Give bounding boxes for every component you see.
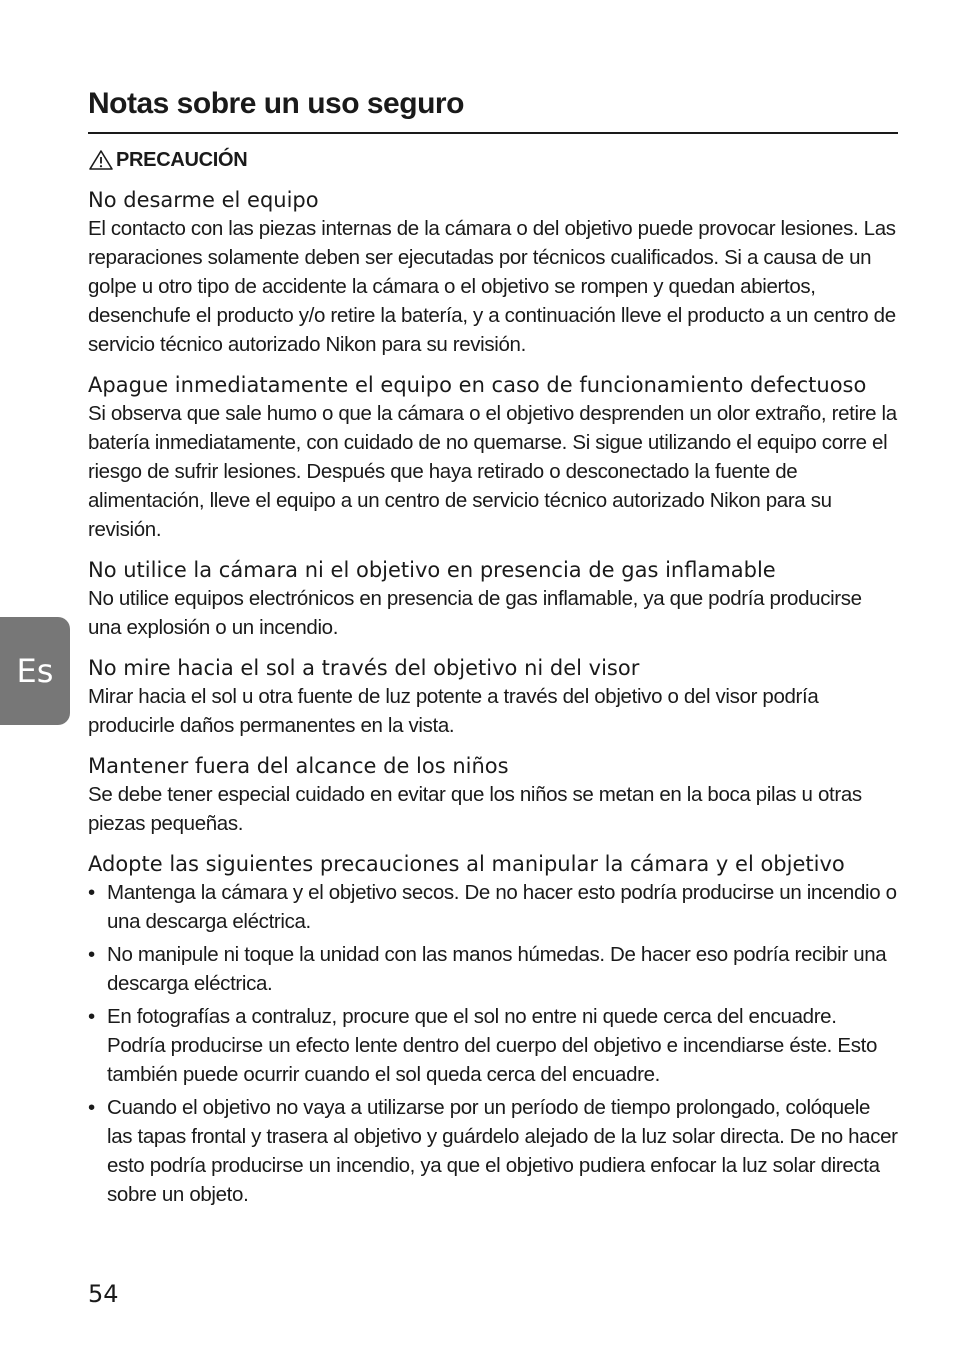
section-no-mire-sol: [88, 656, 898, 740]
caution-heading: [88, 146, 898, 174]
section-title: Apague inmediatamente el equipo en caso de funcionamiento defectuoso: [88, 373, 867, 397]
list-item-text: No manipule ni toque la unidad con las manos húmedas. De hacer eso podría recibir una descarga eléctrica.: [107, 943, 887, 995]
list-item: [88, 878, 898, 936]
list-item: [88, 1093, 898, 1209]
warning-triangle-icon: [88, 149, 114, 171]
bullet-marker: •: [88, 1096, 95, 1119]
page-number: 54: [88, 1280, 119, 1308]
section-body: No utilice equipos electrónicos en presencia de gas inflamable, ya que podría producirse una explosión o un incendio.: [88, 587, 862, 639]
section-ninos: [88, 754, 898, 838]
list-item: [88, 1002, 898, 1089]
list-item-text: En fotografías a contraluz, procure que el sol no entre ni quede cerca del encuadre. Podría producirse un efecto lente dentro del cuerpo del objetivo e incendiarse éste. Esto también puede ocurrir cuando el sol queda cerca del encuadre.: [107, 1005, 877, 1086]
section-title: No mire hacia el sol a través del objetivo ni del visor: [88, 656, 640, 680]
section-title: Adopte las siguientes precauciones al manipular la cámara y el objetivo: [88, 852, 845, 876]
section-apague: [88, 373, 898, 544]
section-body: Se debe tener especial cuidado en evitar que los niños se metan en la boca pilas u otras piezas pequeñas.: [88, 783, 862, 835]
bullet-marker: •: [88, 1005, 95, 1028]
section-no-desarme: [88, 188, 898, 359]
section-body: Mirar hacia el sol u otra fuente de luz potente a través del objetivo o del visor podría producirle daños permanentes en la vista.: [88, 685, 819, 737]
caution-label: PRECAUCIÓN: [116, 148, 248, 171]
list-item-text: Mantenga la cámara y el objetivo secos. De no hacer esto podría producirse un incendio o una descarga eléctrica.: [107, 881, 897, 933]
bullet-marker: •: [88, 943, 95, 966]
section-title: Mantener fuera del alcance de los niños: [88, 754, 509, 778]
section-precauciones-manipular: [88, 852, 898, 1209]
page-title: Notas sobre un uso seguro: [88, 80, 898, 134]
section-body: El contacto con las piezas internas de la cámara o del objetivo puede provocar lesiones. Las reparaciones solamente deben ser ejecutadas por técnicos cualificados. Si a causa de un golpe u otro tipo de accidente la cámara o el objetivo se rompen y quedan abiertos, desenchufe el producto y/o retire la batería, y a continuación lleve el producto a un centro de servicio técnico autorizado Nikon para su revisión.: [88, 217, 896, 356]
section-body: Si observa que sale humo o que la cámara o el objetivo desprenden un olor extraño, retire la batería inmediatamente, con cuidado de no quemarse. Si sigue utilizando el equipo corre el riesgo de sufrir lesiones. Después que haya retirado o desconectado la fuente de alimentación, lleve el equipo a un centro de servicio técnico autorizado Nikon para su revisión.: [88, 402, 897, 541]
section-title: No utilice la cámara ni el objetivo en presencia de gas inflamable: [88, 558, 776, 582]
language-tab: Es: [0, 617, 70, 725]
bullet-list: [88, 878, 898, 1209]
list-item: [88, 940, 898, 998]
section-title: No desarme el equipo: [88, 188, 319, 212]
list-item-text: Cuando el objetivo no vaya a utilizarse por un período de tiempo prolongado, colóquele las tapas frontal y trasera al objetivo y guárdelo alejado de la luz solar directa. De no hacer esto podría producirse un incendio, ya que el objetivo pudiera enfocar la luz solar directa sobre un objeto.: [107, 1096, 898, 1206]
page-content: [88, 80, 898, 1213]
section-gas-inflamable: [88, 558, 898, 642]
bullet-marker: •: [88, 881, 95, 904]
